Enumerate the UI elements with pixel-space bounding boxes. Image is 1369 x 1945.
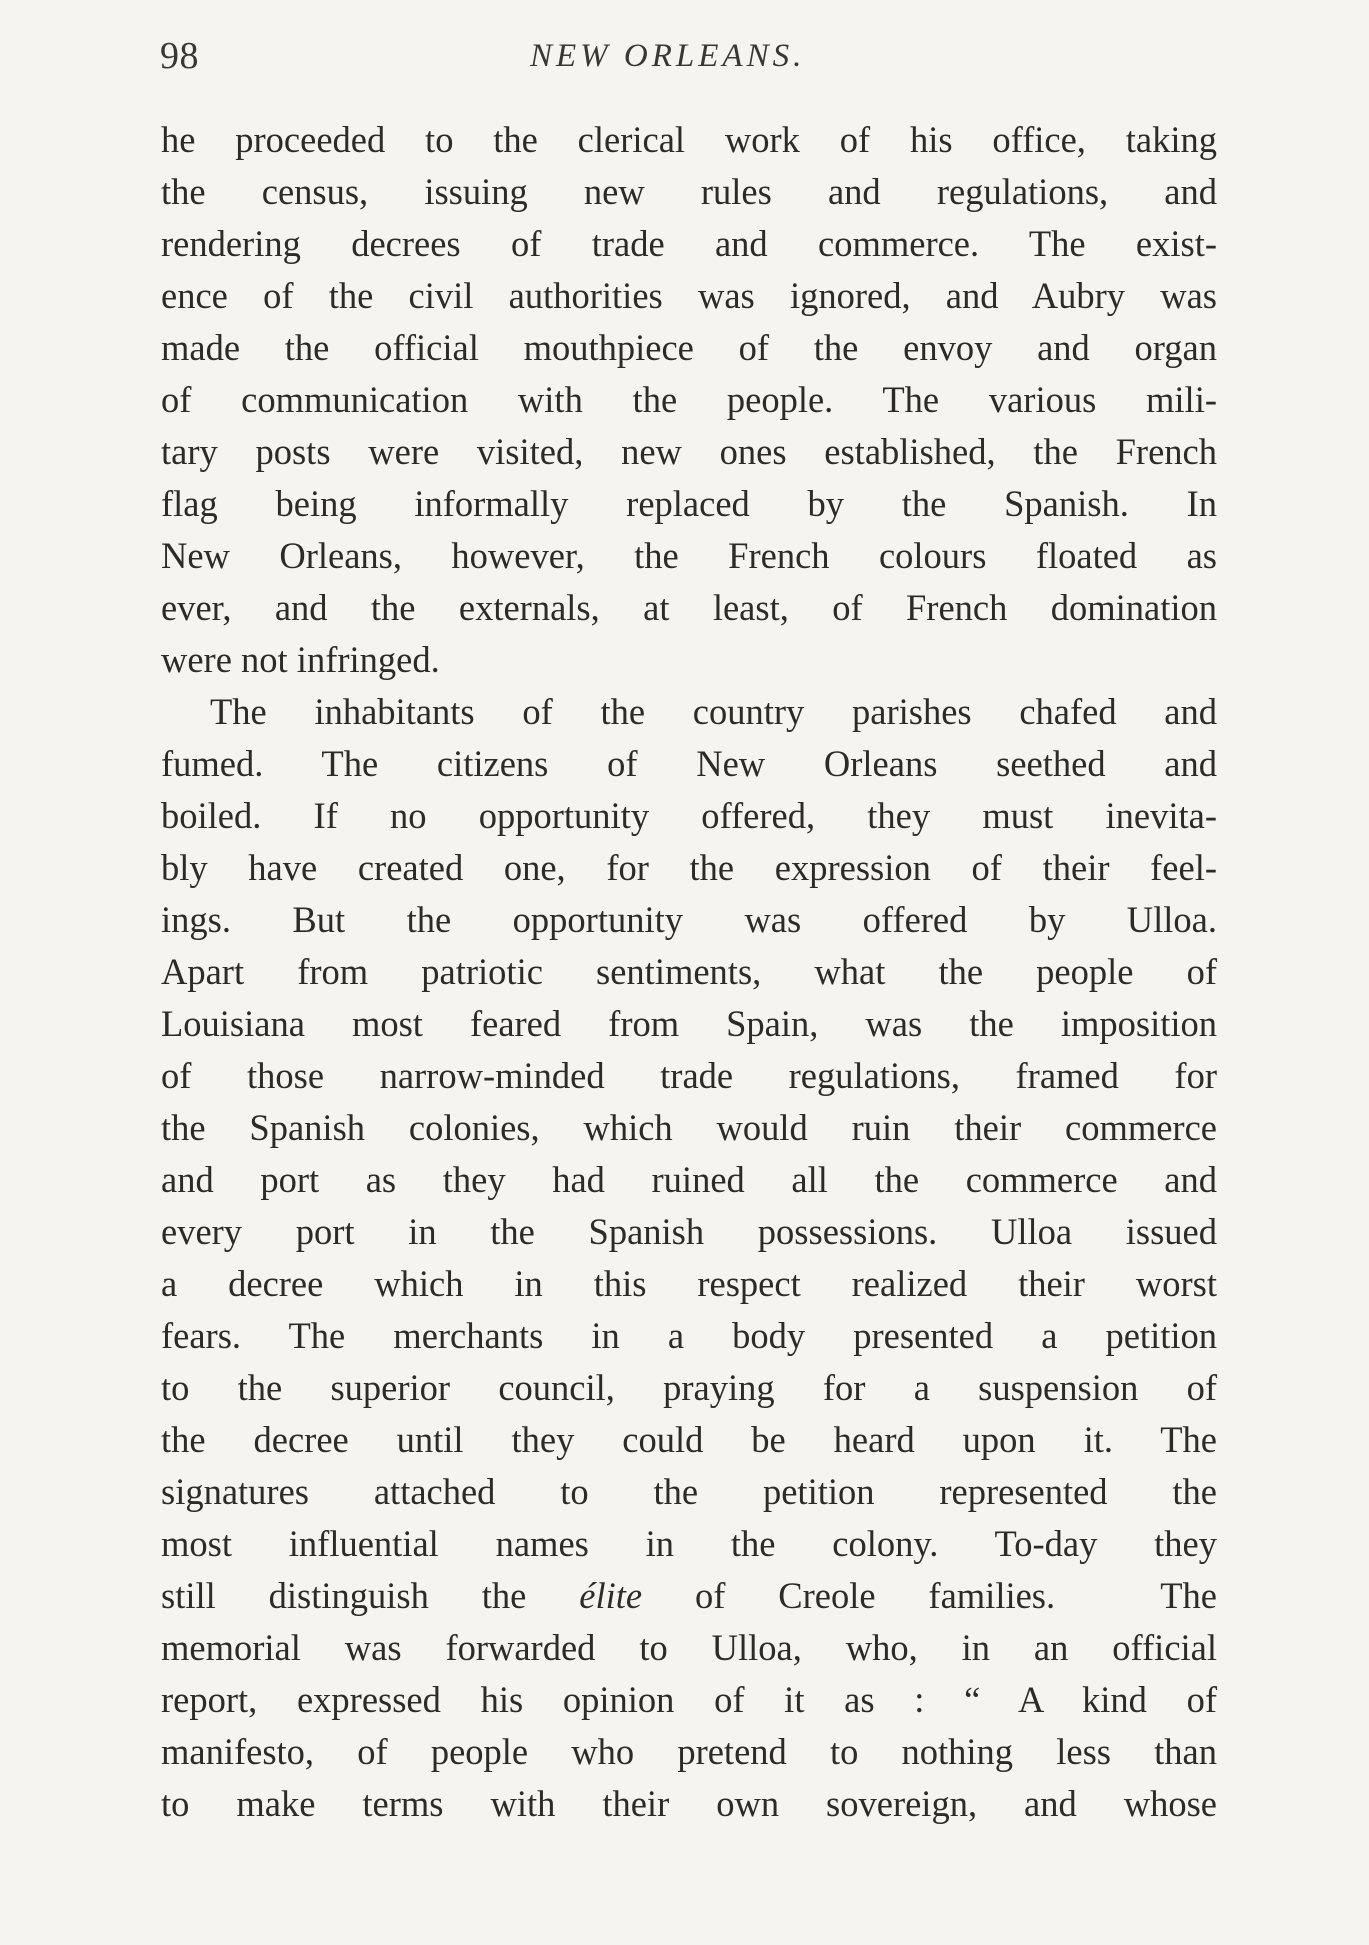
text-line: fumed. The citizens of New Orleans seethed and xyxy=(161,743,1217,784)
text-line: manifesto, of people who pretend to nothing less than xyxy=(161,1731,1217,1772)
text-line: to make terms with their own sovereign, and whose xyxy=(161,1783,1217,1824)
running-title: NEW ORLEANS. xyxy=(530,38,806,74)
text-line: ever, and the externals, at least, of French domination xyxy=(161,587,1217,628)
text-line: flag being informally replaced by the Spanish. In xyxy=(161,483,1217,524)
text-line: Apart from patriotic sentiments, what the people of xyxy=(161,951,1217,992)
text-line: most influential names in the colony. To-day they xyxy=(161,1523,1217,1564)
text-line: New Orleans, however, the French colours floated as xyxy=(161,535,1217,576)
text-segment: still distinguish the xyxy=(161,1575,580,1616)
text-line: a decree which in this respect realized their worst xyxy=(161,1263,1217,1304)
page-number: 98 xyxy=(160,35,199,77)
text-line-with-italic xyxy=(161,1570,1217,1622)
text-line: he proceeded to the clerical work of his office, taking xyxy=(161,119,1217,160)
text-line: tary posts were visited, new ones established, the French xyxy=(161,431,1217,472)
text-line: boiled. If no opportunity offered, they must inevita- xyxy=(161,795,1217,836)
text-line: signatures attached to the petition represented the xyxy=(161,1471,1217,1512)
text-line: of those narrow-minded trade regulations, framed for xyxy=(161,1055,1217,1096)
text-line: fears. The merchants in a body presented a petition xyxy=(161,1315,1217,1356)
text-line: The inhabitants of the country parishes chafed and xyxy=(210,691,1217,732)
text-line: were not infringed. xyxy=(161,639,440,680)
paragraph-1 xyxy=(161,114,1217,686)
text-line: Louisiana most feared from Spain, was the imposition xyxy=(161,1003,1217,1044)
text-line: every port in the Spanish possessions. Ulloa issued xyxy=(161,1211,1217,1252)
text-line: memorial was forwarded to Ulloa, who, in an official xyxy=(161,1627,1217,1668)
italic-word: élite xyxy=(579,1575,643,1616)
text-line: ings. But the opportunity was offered by Ulloa. xyxy=(161,899,1217,940)
text-line: the decree until they could be heard upon it. The xyxy=(161,1419,1217,1460)
text-line: ence of the civil authorities was ignored, and Aubry was xyxy=(161,275,1217,316)
text-line: to the superior council, praying for a suspension of xyxy=(161,1367,1217,1408)
text-line: of communication with the people. The various mili- xyxy=(161,379,1217,420)
text-line: the Spanish colonies, which would ruin their commerce xyxy=(161,1107,1217,1148)
text-line: made the official mouthpiece of the envoy and organ xyxy=(161,327,1217,368)
text-line: bly have created one, for the expression of their feel- xyxy=(161,847,1217,888)
text-line: the census, issuing new rules and regulations, and xyxy=(161,171,1217,212)
paragraph-2 xyxy=(161,686,1217,1830)
text-line: and port as they had ruined all the commerce and xyxy=(161,1159,1217,1200)
text-line: report, expressed his opinion of it as : “ A kind of xyxy=(161,1679,1217,1720)
body-text xyxy=(161,114,1217,1830)
text-segment: of Creole families. The xyxy=(642,1575,1217,1616)
text-line: rendering decrees of trade and commerce. The exist- xyxy=(161,223,1217,264)
